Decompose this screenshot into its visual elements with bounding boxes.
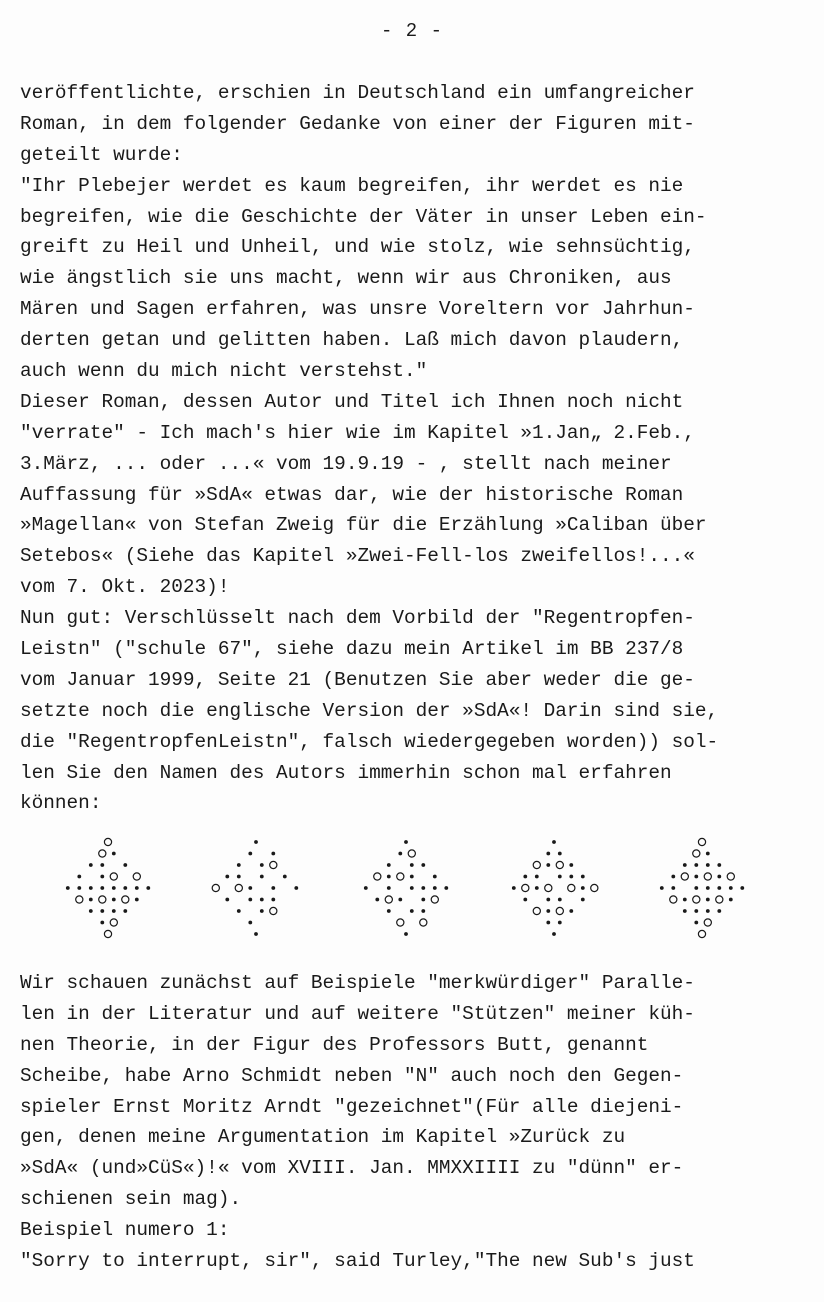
pattern-dot (248, 898, 252, 902)
pattern-ring (591, 884, 598, 891)
pattern-ring (670, 896, 677, 903)
pattern-ring (270, 907, 277, 914)
pattern-dot (694, 875, 698, 879)
pattern-dot (66, 886, 70, 890)
pattern-dot (260, 875, 264, 879)
pattern-dot (523, 875, 527, 879)
pattern-ring (104, 838, 111, 845)
pattern-dot (683, 863, 687, 867)
pattern-dot (123, 886, 127, 890)
text-line: nen Theorie, in der Figur des Professors Butt, genannt (20, 1033, 649, 1056)
pattern-dot (271, 852, 275, 856)
pattern-dot (421, 909, 425, 913)
pattern-ring (212, 884, 219, 891)
pattern-dot (706, 863, 710, 867)
pattern-dot (237, 909, 241, 913)
text-line: begreifen, wie die Geschichte der Väter in unser Leben ein- (20, 205, 707, 228)
text-line: die "RegentropfenLeistn", falsch wiedergegeben worden)) sol- (20, 730, 719, 753)
pattern-dot (558, 875, 562, 879)
pattern-dot (546, 909, 550, 913)
pattern-dot (100, 875, 104, 879)
pattern-dot (558, 898, 562, 902)
pattern-ring (270, 861, 277, 868)
pattern-dot (248, 921, 252, 925)
pattern-dot (546, 921, 550, 925)
text-line: vom 7. Okt. 2023)! (20, 576, 230, 599)
pattern-ring (698, 930, 705, 937)
text-line: Dieser Roman, dessen Autor und Titel ich Ihnen noch nicht (20, 390, 684, 413)
pattern-dot (248, 852, 252, 856)
pattern-ring (374, 873, 381, 880)
pattern-dot (387, 875, 391, 879)
pattern-ring (122, 896, 129, 903)
text-line: »Magellan« von Stefan Zweig für die Erzählung »Caliban über (20, 514, 707, 537)
pattern-dot (260, 909, 264, 913)
pattern-dot (248, 886, 252, 890)
pattern-dot (717, 863, 721, 867)
pattern-dot (89, 886, 93, 890)
page-number: - 2 - (380, 20, 443, 42)
pattern-dot (254, 840, 258, 844)
pattern-ring (693, 850, 700, 857)
pattern-dot (387, 886, 391, 890)
pattern-dot (237, 863, 241, 867)
text-line: vom Januar 1999, Seite 21 (Benutzen Sie aber weder die ge- (20, 668, 695, 691)
pattern-dot (100, 921, 104, 925)
pattern-dot (237, 875, 241, 879)
pattern-dot (535, 886, 539, 890)
pattern-dot (421, 886, 425, 890)
pattern-dot (569, 863, 573, 867)
pattern-ring (235, 884, 242, 891)
text-line: Setebos« (Siehe das Kapitel »Zwei-Fell-los zweifellos!...« (20, 545, 695, 568)
pattern-dot (569, 875, 573, 879)
text-line: Beispiel numero 1: (20, 1219, 230, 1242)
text-line: wie ängstlich sie uns macht, wenn wir aus Chroniken, aus (20, 267, 672, 290)
pattern-dot (558, 852, 562, 856)
pattern-dot (740, 886, 744, 890)
pattern-ring (533, 907, 540, 914)
regentropfen-figure (660, 838, 744, 937)
pattern-dot (694, 886, 698, 890)
pattern-dot (683, 898, 687, 902)
regentropfen-figure (212, 840, 298, 936)
pattern-ring (716, 896, 723, 903)
pattern-dot (512, 886, 516, 890)
text-line: schienen sein mag). (20, 1188, 242, 1211)
pattern-dot (581, 886, 585, 890)
text-line: derten getan und gelitten haben. Laß mich davon plaudern, (20, 329, 684, 352)
pattern-dot (729, 886, 733, 890)
pattern-ring (693, 896, 700, 903)
text-line: können: (20, 792, 102, 815)
pattern-dot (225, 875, 229, 879)
text-line: Mären und Sagen erfahren, was unsre Voreltern vor Jahrhun- (20, 298, 695, 321)
pattern-dot (581, 898, 585, 902)
pattern-ring (681, 873, 688, 880)
pattern-ring (420, 919, 427, 926)
pattern-dot (717, 909, 721, 913)
pattern-dot (100, 909, 104, 913)
pattern-dot (694, 921, 698, 925)
pattern-dot (100, 863, 104, 867)
pattern-dot (135, 886, 139, 890)
pattern-dot (433, 875, 437, 879)
pattern-ring (408, 850, 415, 857)
pattern-dot (404, 932, 408, 936)
pattern-ring (556, 907, 563, 914)
pattern-dot (283, 875, 287, 879)
pattern-dot (706, 886, 710, 890)
text-line: »SdA« (und»CüS«)!« vom XVIII. Jan. MMXXIIII zu "dünn" er- (20, 1157, 684, 1180)
text-line: geteilt wurde: (20, 143, 183, 166)
pattern-ring (556, 861, 563, 868)
pattern-dot (89, 898, 93, 902)
pattern-dot (410, 909, 414, 913)
pattern-dot (112, 852, 116, 856)
pattern-dot (552, 840, 556, 844)
text-line: gen, denen meine Argumentation im Kapitel »Zurück zu (20, 1126, 626, 1149)
pattern-ring (545, 884, 552, 891)
pattern-ring (533, 861, 540, 868)
pattern-dot (683, 909, 687, 913)
pattern-ring (99, 896, 106, 903)
text-line: Nun gut: Verschlüsselt nach dem Vorbild der "Regentropfen- (20, 607, 695, 630)
text-line: 3.März, ... oder ...« vom 19.9.19 - , stellt nach meiner (20, 452, 672, 475)
pattern-ring (104, 930, 111, 937)
pattern-dot (100, 886, 104, 890)
pattern-ring (727, 873, 734, 880)
pattern-ring (522, 884, 529, 891)
pattern-dot (271, 886, 275, 890)
pattern-dot (77, 886, 81, 890)
pattern-dot (558, 921, 562, 925)
pattern-dot (717, 875, 721, 879)
regentropfen-figure (364, 840, 448, 936)
regentropfen-pattern-row (36, 828, 796, 958)
pattern-ring (704, 873, 711, 880)
pattern-dot (706, 852, 710, 856)
pattern-dot (552, 932, 556, 936)
text-line: spieler Ernst Moritz Arndt "gezeichnet"(Für alle diejeni- (20, 1095, 684, 1118)
pattern-ring (76, 896, 83, 903)
pattern-dot (410, 875, 414, 879)
pattern-ring (385, 896, 392, 903)
regentropfen-figure (512, 840, 598, 936)
pattern-ring (568, 884, 575, 891)
pattern-dot (89, 863, 93, 867)
pattern-dot (546, 852, 550, 856)
text-line: auch wenn du mich nicht verstehst." (20, 360, 428, 383)
pattern-dot (260, 863, 264, 867)
pattern-dot (271, 898, 275, 902)
text-line: Leistn" ("schule 67", siehe dazu mein Artikel im BB 237/8 (20, 638, 684, 661)
text-line: "verrate" - Ich mach's hier wie im Kapitel »1.Jan„ 2.Feb., (20, 421, 695, 444)
pattern-dot (123, 863, 127, 867)
pattern-ring (698, 838, 705, 845)
pattern-dot (694, 863, 698, 867)
pattern-dot (260, 898, 264, 902)
pattern-dot (89, 909, 93, 913)
pattern-dot (123, 909, 127, 913)
pattern-dot (421, 898, 425, 902)
pattern-ring (110, 919, 117, 926)
pattern-dot (225, 898, 229, 902)
pattern-dot (294, 886, 298, 890)
pattern-ring (704, 919, 711, 926)
pattern-dot (581, 875, 585, 879)
pattern-dot (387, 863, 391, 867)
pattern-dot (717, 886, 721, 890)
text-line: len Sie den Namen des Autors immerhin schon mal erfahren (20, 761, 672, 784)
pattern-ring (110, 873, 117, 880)
pattern-dot (364, 886, 368, 890)
pattern-dot (254, 932, 258, 936)
pattern-dot (671, 875, 675, 879)
pattern-dot (569, 909, 573, 913)
text-line: greift zu Heil und Unheil, und wie stolz, wie sehnsüchtig, (20, 236, 695, 259)
pattern-ring (397, 873, 404, 880)
pattern-dot (706, 909, 710, 913)
pattern-dot (546, 863, 550, 867)
regentropfen-figure (66, 838, 150, 937)
dot-pattern-figures (36, 828, 796, 958)
pattern-dot (146, 886, 150, 890)
pattern-dot (112, 909, 116, 913)
pattern-dot (433, 886, 437, 890)
pattern-dot (410, 886, 414, 890)
pattern-ring (431, 896, 438, 903)
pattern-dot (77, 875, 81, 879)
pattern-dot (523, 898, 527, 902)
pattern-ring (133, 873, 140, 880)
text-line: len in der Literatur und auf weitere "Stützen" meiner küh- (20, 1002, 695, 1025)
pattern-dot (410, 863, 414, 867)
pattern-dot (546, 898, 550, 902)
text-line: "Ihr Plebejer werdet es kaum begreifen, ihr werdet es nie (20, 174, 684, 197)
pattern-dot (444, 886, 448, 890)
pattern-ring (397, 919, 404, 926)
pattern-dot (694, 909, 698, 913)
pattern-dot (535, 875, 539, 879)
pattern-dot (135, 898, 139, 902)
text-line: "Sorry to interrupt, sir", said Turley,"The new Sub's just (20, 1250, 695, 1273)
pattern-dot (398, 852, 402, 856)
text-line: setzte noch die englische Version der »SdA«! Darin sind sie, (20, 699, 719, 722)
pattern-dot (387, 909, 391, 913)
text-line: veröffentlichte, erschien in Deutschland ein umfangreicher (20, 82, 695, 104)
text-block-bottom (20, 968, 810, 1277)
text-line: Auffassung für »SdA« etwas dar, wie der historische Roman (20, 483, 684, 506)
pattern-dot (729, 898, 733, 902)
text-line: Roman, in dem folgender Gedanke von einer der Figuren mit- (20, 112, 695, 135)
pattern-dot (404, 840, 408, 844)
pattern-dot (671, 886, 675, 890)
pattern-dot (112, 886, 116, 890)
pattern-dot (398, 898, 402, 902)
text-line: Wir schauen zunächst auf Beispiele "merkwürdiger" Paralle- (20, 972, 695, 994)
pattern-dot (660, 886, 664, 890)
text-line: Scheibe, habe Arno Schmidt neben "N" auch noch den Gegen- (20, 1064, 684, 1087)
pattern-dot (112, 898, 116, 902)
pattern-dot (375, 898, 379, 902)
pattern-ring (99, 850, 106, 857)
pattern-dot (421, 863, 425, 867)
pattern-dot (706, 898, 710, 902)
text-block-top (20, 78, 810, 819)
